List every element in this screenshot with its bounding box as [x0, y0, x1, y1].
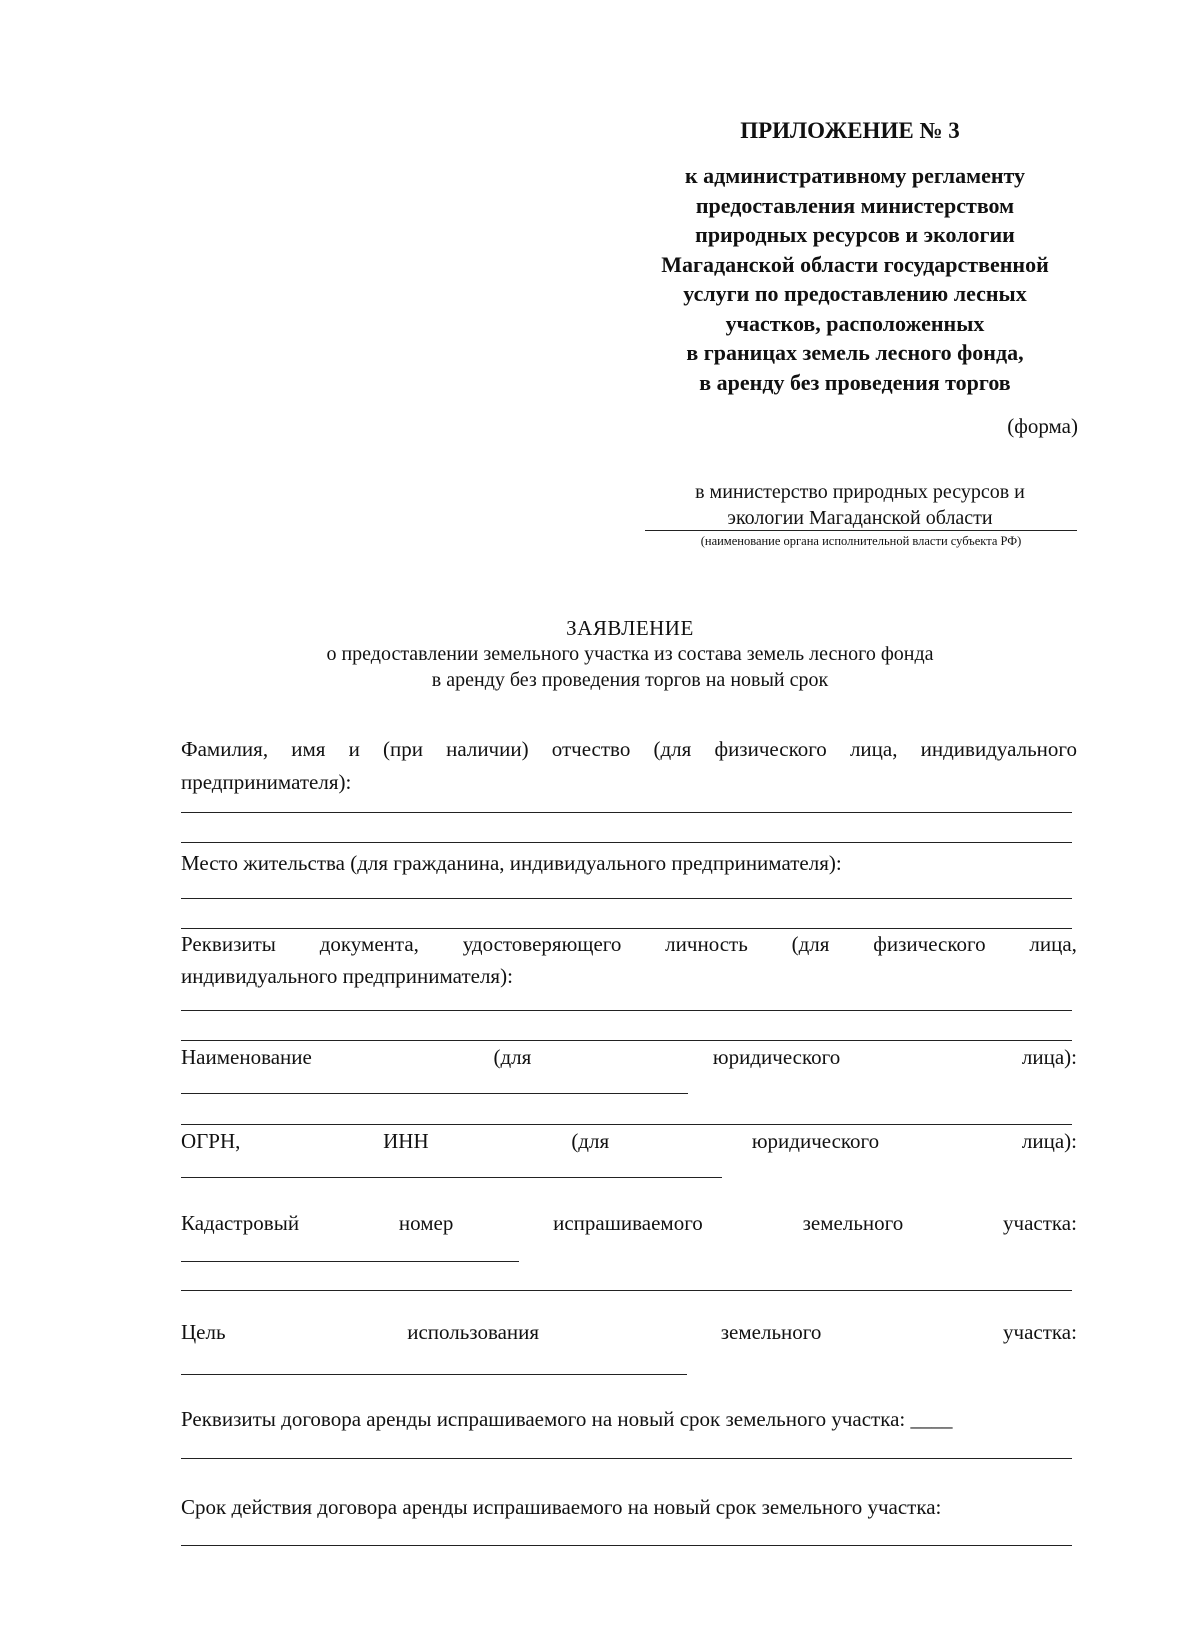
label-word: испрашиваемого — [553, 1211, 703, 1235]
id-document-label-line-2: индивидуального предпринимателя): — [181, 964, 513, 988]
appendix-line: услуги по предоставлению лесных — [683, 281, 1027, 306]
label-word: юридического — [712, 1045, 841, 1069]
legal-name-label — [181, 1041, 1077, 1074]
label-word: удостоверяющего — [462, 932, 622, 956]
lease-term-label: Срок действия договора аренды испрашиваемого на новый срок земельного участка: — [181, 1495, 942, 1519]
label-word: номер — [398, 1211, 454, 1235]
lease-details-label: Реквизиты договора аренды испрашиваемого на новый срок земельного участка: ____ — [181, 1407, 953, 1431]
appendix-line: к административному регламенту — [684, 163, 1026, 188]
label-word: личность — [665, 932, 748, 956]
label-word: юридического — [751, 1129, 880, 1153]
recipient-caption: (наименование органа исполнительной власти субъекта РФ) — [700, 534, 1022, 548]
purpose-input-line[interactable] — [181, 1374, 687, 1375]
statement-subtitle-1: о предоставлении земельного участка из состава земель лесного фонда — [326, 643, 934, 665]
label-word: Цель — [181, 1320, 226, 1344]
appendix-title: ПРИЛОЖЕНИЕ № 3 — [740, 118, 960, 143]
full-name-label-line-1: Фамилия, имя и (при наличии) отчество (для физического лица, индивидуального — [181, 737, 1077, 761]
appendix-line: природных ресурсов и экологии — [695, 222, 1015, 247]
recipient-underline — [645, 530, 1077, 531]
label-word: (для — [493, 1045, 532, 1069]
label-word: Кадастровый — [181, 1211, 300, 1235]
label-word: использования — [407, 1320, 540, 1344]
form-label: (форма) — [1007, 414, 1078, 438]
recipient-block — [640, 479, 1080, 531]
recipient-line-1: в министерство природных ресурсов и — [695, 481, 1025, 503]
lease-details-input-line[interactable] — [181, 1458, 1072, 1459]
label-word: земельного — [802, 1211, 904, 1235]
label-word: участка: — [1003, 1320, 1077, 1344]
full-name-input-line-2[interactable] — [181, 842, 1072, 843]
recipient-line-2: экологии Магаданской области — [727, 507, 993, 529]
label-word: лица): — [1021, 1129, 1077, 1153]
appendix-line: участков, расположенных — [725, 310, 985, 336]
appendix-line: Магаданской области государственной — [661, 251, 1049, 277]
residence-input-line-1[interactable] — [181, 898, 1072, 899]
cadastral-number-input-line-1[interactable] — [181, 1261, 519, 1262]
id-document-input-line-1[interactable] — [181, 1010, 1072, 1011]
residence-label: Место жительства (для гражданина, индивидуального предпринимателя): — [181, 851, 842, 875]
label-word: ИНН — [383, 1129, 429, 1153]
label-word: земельного — [720, 1320, 822, 1344]
appendix-line: в границах земель лесного фонда, — [686, 340, 1024, 365]
label-word: участка: — [1003, 1211, 1077, 1235]
appendix-line: в аренду без проведения торгов — [699, 369, 1011, 395]
label-word: ОГРН, — [181, 1129, 241, 1153]
lease-term-input-line[interactable] — [181, 1545, 1072, 1546]
label-word: (для — [791, 932, 830, 956]
id-document-label-line-1 — [181, 928, 1077, 961]
appendix-line: предоставления министерством — [695, 192, 1015, 218]
appendix-subtitle — [620, 161, 1090, 397]
ogrn-inn-label — [181, 1125, 1077, 1158]
label-word: физического — [873, 932, 986, 956]
statement-title: ЗАЯВЛЕНИЕ — [566, 616, 694, 640]
label-word: лица): — [1021, 1045, 1077, 1069]
cadastral-number-input-line-2[interactable] — [181, 1290, 1072, 1291]
legal-name-input-line-1[interactable] — [181, 1093, 688, 1094]
label-word: документа, — [319, 932, 419, 956]
cadastral-number-label — [181, 1207, 1077, 1240]
statement-subtitle-2: в аренду без проведения торгов на новый срок — [431, 669, 829, 691]
label-word: Реквизиты — [181, 932, 276, 956]
label-word: Наименование — [181, 1045, 312, 1069]
label-word: лица, — [1029, 932, 1077, 956]
ogrn-inn-input-line[interactable] — [181, 1177, 722, 1178]
label-word: (для — [571, 1129, 610, 1153]
purpose-label — [181, 1316, 1077, 1349]
full-name-label-line-2: предпринимателя): — [181, 770, 352, 794]
full-name-input-line-1[interactable] — [181, 812, 1072, 813]
